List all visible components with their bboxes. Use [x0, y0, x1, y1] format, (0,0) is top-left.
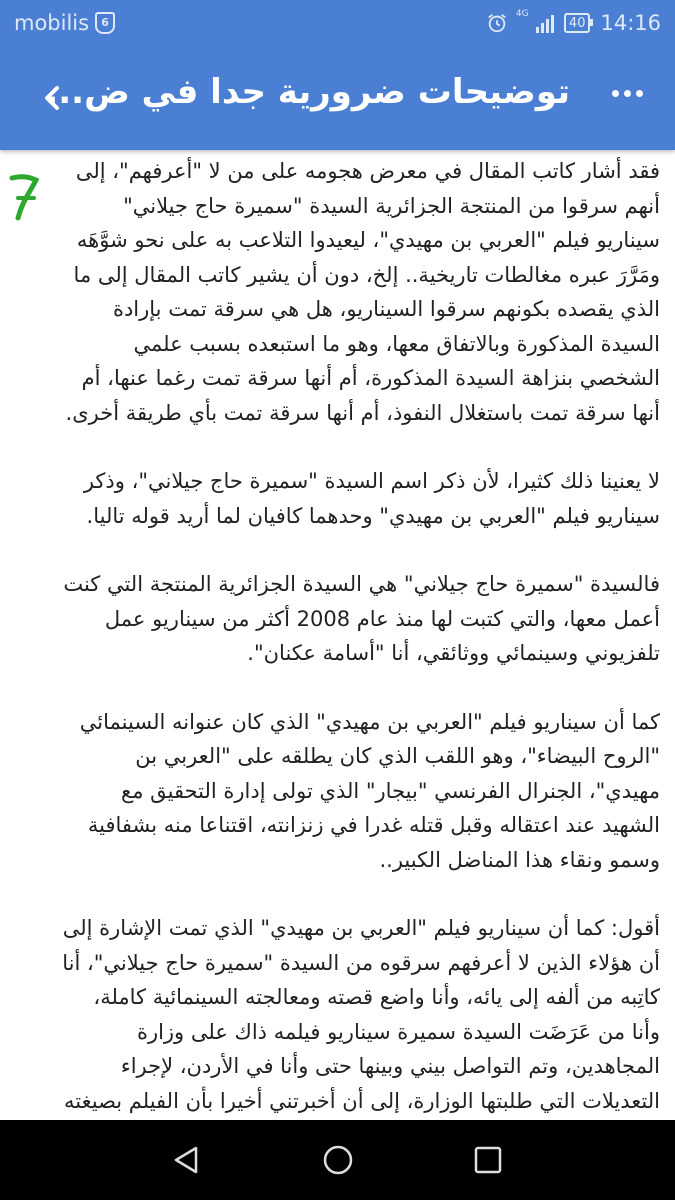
article-paragraph: أقول: كما أن سيناريو فيلم "العربي بن مهيدي" الذي تمت الإشارة إلى أن هؤلاء الذين لا أعرفهم سرقوه من السيدة "سميرة حاج جيلاني"، أنا كاتِبه من ألفه إلى يائه، وأنا واضع قصته ومعالجته السينمائية كاملة، وأنا من عَرَضَت السيدة سميرة سيناريو فيلمه ذاك على وزارة المجاهدين، وتم التواصل بيني وبينها حتى وأنا في الأردن، لإجراء التعديلات التي طلبتها الوزارة، إلى أن أخبرتني أخيرا بأن الفيلم بصيغته — [62, 916, 660, 1113]
article-paragraph: كما أن سيناريو فيلم "العربي بن مهيدي" الذي كان عنوانه السينمائي "الروح البيضاء"، وهو اللقب الذي كان يطلقه على "العربي بن مهيدي"، الجنرال الفرنسي "بيجار" الذي تولى إدارة التحقيق مع الشهيد عند اعتقاله وقبل قتله غدرا في زنزانته، اقتناعا منه بشفافية وسمو ونقاء هذا المناضل الكبير.. — [79, 709, 660, 872]
status-bar — [0, 0, 675, 46]
app-bar — [0, 46, 675, 150]
battery-icon — [564, 13, 591, 33]
handwritten-annotation-mark — [6, 168, 42, 228]
battery-level: 40 — [568, 15, 586, 31]
circle-home-icon[interactable] — [320, 1142, 356, 1178]
clock-time: 14:16 — [600, 11, 661, 35]
signal-strength-icon — [515, 9, 554, 33]
triangle-back-icon[interactable] — [168, 1142, 204, 1178]
article-paragraph: لا يعنينا ذلك كثيرا، لأن ذكر اسم السيدة "سميرة حاج جيلاني"، وذكر سيناريو فيلم "العربي بن مهيدي" وحدهما كافيان لما أريد قوله تاليا. — [83, 469, 660, 528]
article-paragraph: فالسيدة "سميرة حاج جيلاني" هي السيدة الجزائرية المنتجة التي كنت أعمل معها، والتي كتبت لها منذ عام 2008 أكثر من سيناريو عمل تلفزيوني وسينمائي ووثائقي، أنا "أسامة عكنان". — [63, 572, 660, 665]
alarm-clock-icon — [486, 12, 508, 34]
article-paragraph: فقد أشار كاتب المقال في معرض هجومه على من لا "أعرفهم"، إلى أنهم سرقوا من المنتجة الجزائرية السيدة "سميرة حاج جيلاني" سيناريو فيلم "العربي بن مهيدي"، ليعيدوا التلاعب به على نحو شوَّهَه ومَرَّرَ عبره مغالطات تاريخية.. إلخ، دون أن يشير كاتب المقال إلى ما الذي يقصده بكونهم سرقوا السيناريو، هل هي سرقة تمت بإرادة السيدة المذكورة وبالاتفاق معها، وهو ما استبعده بسبب علمي الشخصي بنزاهة السيدة المذكورة، أم أنها سرقة تمت رغما عنها، أم أنها سرقة تمت باستغلال النفوذ، أم أنها سرقة تمت بأي طريقة أخرى. — [65, 159, 660, 425]
article-body — [62, 150, 660, 1120]
network-type-label: 4G — [515, 9, 529, 19]
square-recents-icon[interactable] — [470, 1142, 506, 1178]
carrier-label: mobilis — [14, 11, 90, 35]
sim-badge: 6 — [95, 12, 115, 34]
system-navigation-bar — [0, 1120, 675, 1200]
more-vert-icon[interactable] — [612, 90, 643, 97]
page-title: توضيحات ضرورية جدا في ض... — [45, 72, 570, 112]
